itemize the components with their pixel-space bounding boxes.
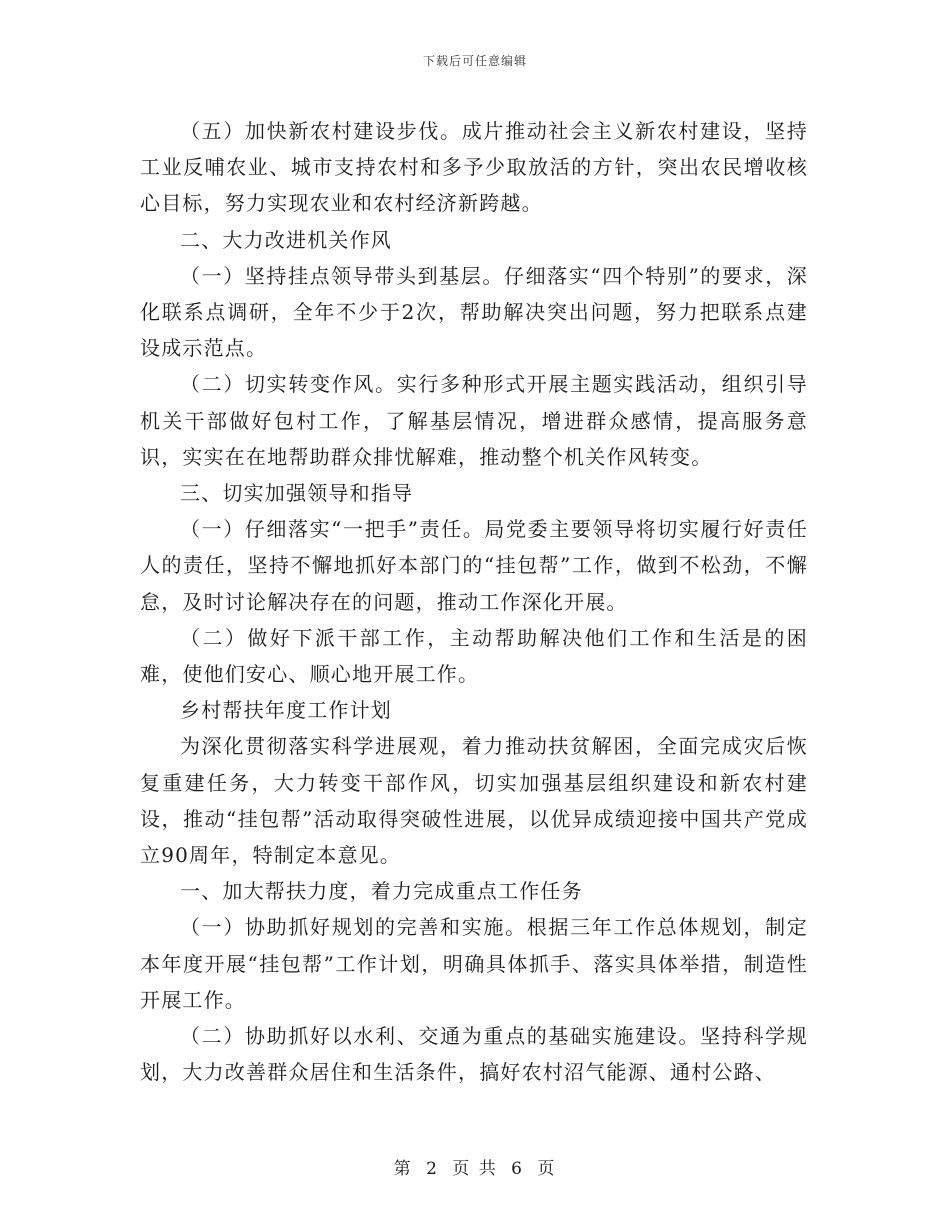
footer-middle: 页 共: [452, 1159, 498, 1179]
page-footer: [0, 1154, 950, 1179]
footer-suffix: 页: [537, 1159, 557, 1179]
paragraph: （二）切实转变作风。实行多种形式开展主题实践活动，组织引导机关干部做好包村工作，了解基层情况，增进群众感情，提高服务意识，实实在在地帮助群众排忧解难，推动整个机关作风转变。: [140, 372, 808, 469]
footer-page-number: 2: [426, 1159, 439, 1179]
paragraph: 为深化贯彻落实科学进展观，着力推动扶贫解困，全面完成灾后恢复重建任务，大力转变干部作风，切实加强基层组织建设和新农村建设，推动“挂包帮”活动取得突破性进展，以优异成绩迎接中国共产党成立90周年，特制定本意见。: [140, 734, 808, 868]
paragraph: （一）仔细落实“一把手”责任。局党委主要领导将切实履行好责任人的责任，坚持不懈地抓好本部门的“挂包帮”工作，做到不松劲，不懈怠，及时讨论解决存在的问题，推动工作深化开展。: [140, 517, 808, 614]
footer-total-pages: 6: [511, 1159, 524, 1179]
section-heading: 一、加大帮扶力度，着力完成重点工作任务: [180, 879, 583, 904]
paragraph: （五）加快新农村建设步伐。成片推动社会主义新农村建设，坚持工业反哺农业、城市支持农村和多予少取放活的方针，突出农民增收核心目标，努力实现农业和农村经济新跨越。: [140, 119, 808, 216]
paragraph: （二）做好下派干部工作，主动帮助解决他们工作和生活是的困难，使他们安心、顺心地开展工作。: [140, 625, 808, 687]
document-body: [140, 113, 808, 1090]
section-heading: 二、大力改进机关作风: [180, 227, 392, 252]
paragraph: （二）协助抓好以水利、交通为重点的基础实施建设。坚持科学规划，大力改善群众居住和生活条件，搞好农村沼气能源、通村公路、: [140, 1024, 808, 1085]
paragraph: （一）坚持挂点领导带头到基层。仔细落实“四个特别”的要求，深化联系点调研，全年不少于2次，帮助解决突出问题，努力把联系点建设成示范点。: [140, 263, 808, 361]
paragraph: （一）协助抓好规划的完善和实施。根据三年工作总体规划，制定本年度开展“挂包帮”工作计划，明确具体抓手、落实具体举措，制造性开展工作。: [140, 915, 808, 1012]
section-heading: 三、切实加强领导和指导: [180, 481, 414, 506]
footer-prefix: 第: [393, 1159, 413, 1179]
page-header: 下载后可任意编辑: [422, 54, 527, 68]
document-title: 乡村帮扶年度工作计划: [180, 698, 392, 723]
